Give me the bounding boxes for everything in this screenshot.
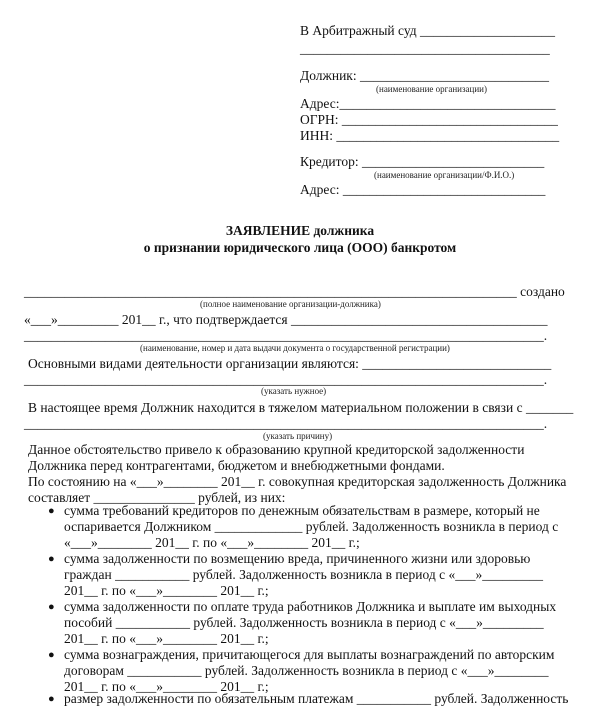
debtor-line: Должник: ____________________________	[300, 68, 549, 83]
body-line-6: В настоящее время Должник находится в тяжелом материальном положении в связи с _______	[28, 400, 574, 415]
list-item-3-line-1: сумма задолженности по оплате труда работников Должника и выплате им выходных	[64, 599, 557, 614]
document-subtitle: о признании юридического лица (ООО) банкротом	[143, 240, 457, 255]
creditor-address-line: Адрес: ______________________________	[300, 182, 546, 197]
body-line-4: Основными видами деятельности организации являются: ____________________________	[28, 356, 552, 371]
debtor-hint: (наименование организации)	[376, 84, 487, 94]
hint-reason: (указать причину)	[263, 431, 333, 441]
list-item-5-line-1: размер задолженности по обязательным платежам ___________ рублей. Задолженность	[64, 691, 569, 706]
list-item-4-line-3: 201__ г. по «___»________ 201__ г.;	[64, 679, 269, 694]
hint-specify: (указать нужное)	[261, 386, 327, 396]
bullet-icon: ●	[48, 649, 55, 661]
bullet-icon: ●	[48, 693, 55, 705]
bullet-icon: ●	[48, 601, 55, 613]
court-line-cont: _____________________________________	[300, 41, 550, 56]
paragraph-line-2: Должника перед контрагентами, бюджетом и внебюджетными фондами.	[28, 458, 445, 473]
address-line: Адрес:________________________________	[300, 96, 556, 111]
bullet-icon: ●	[48, 505, 55, 517]
list-item-1-line-2: оспаривается Должником _____________ рублей. Задолженность возникла в период с	[64, 519, 559, 534]
paragraph-line-3: По состоянию на «___»________ 201__ г. совокупная кредиторская задолженность Должника	[28, 474, 567, 489]
hint-org-name: (полное наименование организации-должника)	[200, 299, 381, 309]
list-item-2-line-2: граждан ___________ рублей. Задолженность возникла в период с «___»_________	[64, 567, 543, 582]
court-line: В Арбитражный суд ____________________	[300, 23, 555, 38]
list-item-3-line-2: пособий ___________ рублей. Задолженность возникла в период с «___»_________	[64, 615, 544, 630]
list-item-2-line-3: 201__ г. по «___»________ 201__ г.;	[64, 583, 269, 598]
body-line-2: «___»_________ 201__ г., что подтверждается ______________________________________	[24, 312, 548, 327]
list-item-4-line-2: договорам ___________ рублей. Задолженность возникла в период с «___»________	[64, 663, 549, 678]
list-item-1-line-3: «___»________ 201__ г. по «___»________ 201__ г.;	[64, 535, 360, 550]
paragraph-line-4: составляет _______________ рублей, из них:	[28, 490, 286, 505]
body-line-1: _________________________________________________________________________ создано	[24, 284, 565, 299]
document-title: ЗАЯВЛЕНИЕ должника	[225, 223, 375, 238]
list-item-3-line-3: 201__ г. по «___»________ 201__ г.;	[64, 631, 269, 646]
body-line-7: _____________________________________________________________________________.	[24, 416, 548, 431]
bullet-icon: ●	[48, 553, 55, 565]
paragraph-line-1: Данное обстоятельство привело к образованию крупной кредиторской задолженности	[28, 442, 525, 457]
creditor-line: Кредитор: ___________________________	[300, 154, 545, 169]
list-item-1-line-1: сумма требований кредиторов по денежным обязательствам в размере, который не	[64, 503, 540, 518]
ogrn-line: ОГРН: ________________________________	[300, 112, 558, 127]
hint-registration-doc: (наименование, номер и дата выдачи документа о государственной регистрации)	[140, 343, 450, 353]
body-line-3: _____________________________________________________________________________.	[24, 328, 548, 343]
list-item-2-line-1: сумма задолженности по возмещению вреда, причиненного жизни или здоровью	[64, 551, 531, 566]
list-item-4-line-1: сумма вознаграждения, причитающегося для выплаты вознаграждений по авторским	[64, 647, 555, 662]
inn-line: ИНН: _________________________________	[300, 128, 560, 143]
creditor-hint: (наименование организации/Ф.И.О.)	[374, 170, 515, 180]
body-line-5: _____________________________________________________________________________.	[24, 372, 548, 387]
